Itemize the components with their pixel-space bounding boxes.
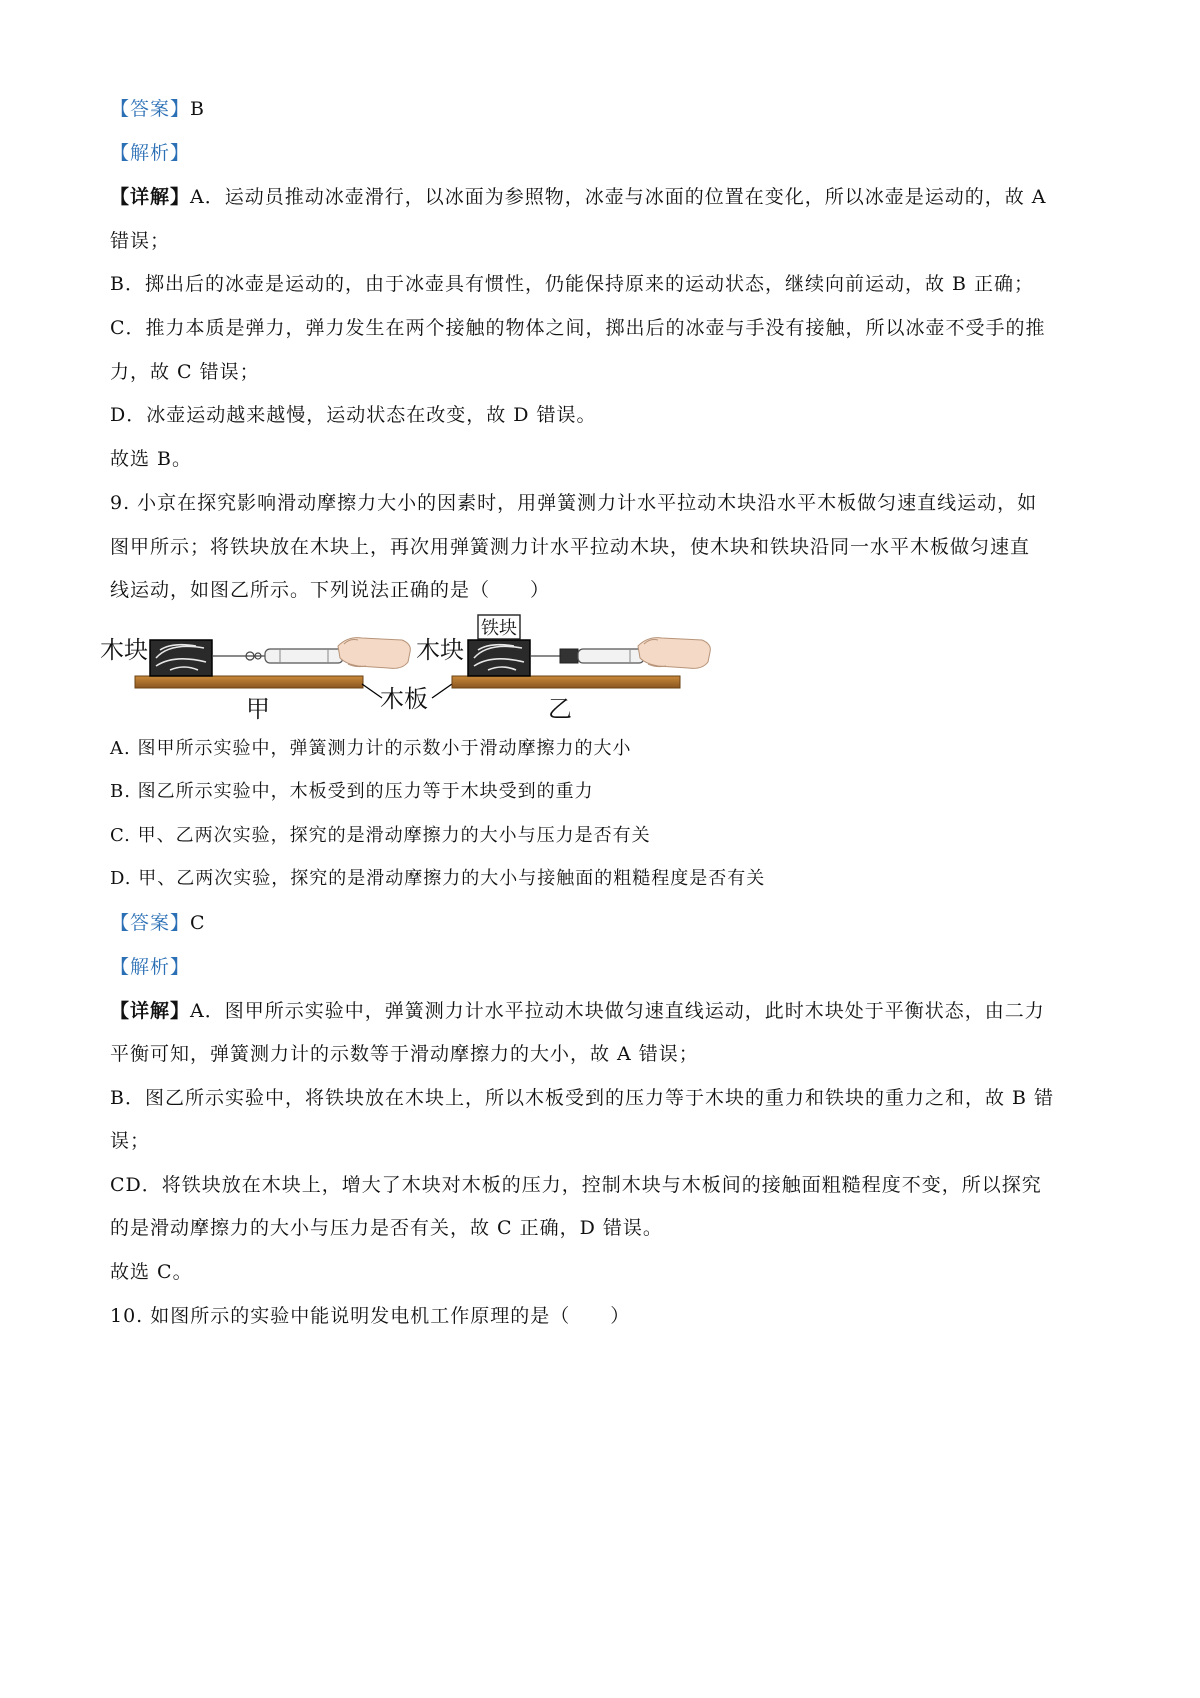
caption-yi: 乙 [548,695,572,723]
label-wood-block-left: 木块 [100,636,148,664]
hand-right-icon [638,638,710,669]
detail-tag: 【详解】 [110,1000,191,1022]
q9-detail-cd: CD．将铁块放在木块上，增大了木块对木板的压力，控制木块与木板间的接触面粗糙程度不变，所以探究 [110,1174,1042,1196]
q9-option-b: B. 图乙所示实验中，木板受到的压力等于木块受到的重力 [110,781,594,802]
q8-detail-d: D．冰壶运动越来越慢，运动状态在改变，故 D 错误。 [110,404,597,426]
q9-detail-a-cont: 平衡可知，弹簧测力计的示数等于滑动摩擦力的大小，故 A 错误； [110,1043,699,1065]
q8-conclusion: 故选 B。 [110,448,193,470]
q9-stem-1: 9. 小京在探究影响滑动摩擦力大小的因素时，用弹簧测力计水平拉动木块沿水平木板做匀速直线运动，如 [110,492,1038,514]
q9-detail-a-text: A．图甲所示实验中，弹簧测力计水平拉动木块做匀速直线运动，此时木块处于平衡状态，由二力 [190,1000,1045,1022]
q9-option-a: A. 图甲所示实验中，弹簧测力计的示数小于滑动摩擦力的大小 [110,738,632,759]
q10-stem: 10. 如图所示的实验中能说明发电机工作原理的是（ ） [110,1305,631,1327]
answer-tag: 【答案】 [110,98,191,120]
q8-detail-b: B．掷出后的冰壶是运动的，由于冰壶具有惯性，仍能保持原来的运动状态，继续向前运动，故 B 正确； [110,273,1035,295]
q8-answer-line [110,96,205,122]
q9-detail-b: B．图乙所示实验中，将铁块放在木块上，所以木板受到的压力等于木块的重力和铁块的重力之和，故 B 错 [110,1087,1055,1109]
hand-left-icon [338,638,410,669]
q8-detail-a-line [110,184,1047,210]
q8-detail-c-cont: 力，故 C 错误； [110,361,260,383]
spring-scale-right [530,649,644,663]
q9-detail-b-cont: 误； [110,1130,151,1152]
q9-stem-2: 图甲所示；将铁块放在木块上，再次用弹簧测力计水平拉动木块，使木块和铁块沿同一水平木板做匀速直 [110,536,1031,558]
q9-detail-a-line [110,998,1045,1024]
q9-detail-cd-cont: 的是滑动摩擦力的大小与压力是否有关，故 C 正确，D 错误。 [110,1217,663,1239]
setup-yi [416,615,710,688]
board-pointer [362,684,452,713]
wooden-board-left [135,676,363,688]
wooden-board-right [452,676,680,688]
q9-experiment-figure [100,610,740,730]
q9-option-d: D. 甲、乙两次实验，探究的是滑动摩擦力的大小与接触面的粗糙程度是否有关 [110,868,766,889]
q8-answer-value: B [190,98,205,120]
q9-option-c: C. 甲、乙两次实验，探究的是滑动摩擦力的大小与压力是否有关 [110,825,651,846]
q8-detail-c: C．推力本质是弹力，弹力发生在两个接触的物体之间，掷出后的冰壶与手没有接触，所以冰壶不受手的推 [110,317,1046,339]
wood-block-left [150,640,212,676]
q9-stem-3: 线运动，如图乙所示。下列说法正确的是（ ） [110,579,551,601]
q8-detail-a-text: A．运动员推动冰壶滑行，以冰面为参照物，冰壶与冰面的位置在变化，所以冰壶是运动的，故 A [190,186,1047,208]
q9-answer-value: C [190,912,206,934]
answer-tag: 【答案】 [110,912,191,934]
q8-detail-a-cont: 错误； [110,230,171,252]
wood-block-right [468,640,530,676]
detail-tag: 【详解】 [110,186,191,208]
setup-jia [100,636,410,688]
q9-conclusion: 故选 C。 [110,1261,193,1283]
label-wooden-board: 木板 [380,685,428,713]
q8-analysis-tag: 【解析】 [110,142,191,164]
label-iron-block: 铁块 [481,618,517,639]
caption-jia: 甲 [246,695,270,723]
q9-analysis-tag: 【解析】 [110,956,191,978]
label-wood-block-right: 木块 [416,636,464,664]
q9-answer-line [110,910,206,936]
spring-scale-left [212,649,343,663]
